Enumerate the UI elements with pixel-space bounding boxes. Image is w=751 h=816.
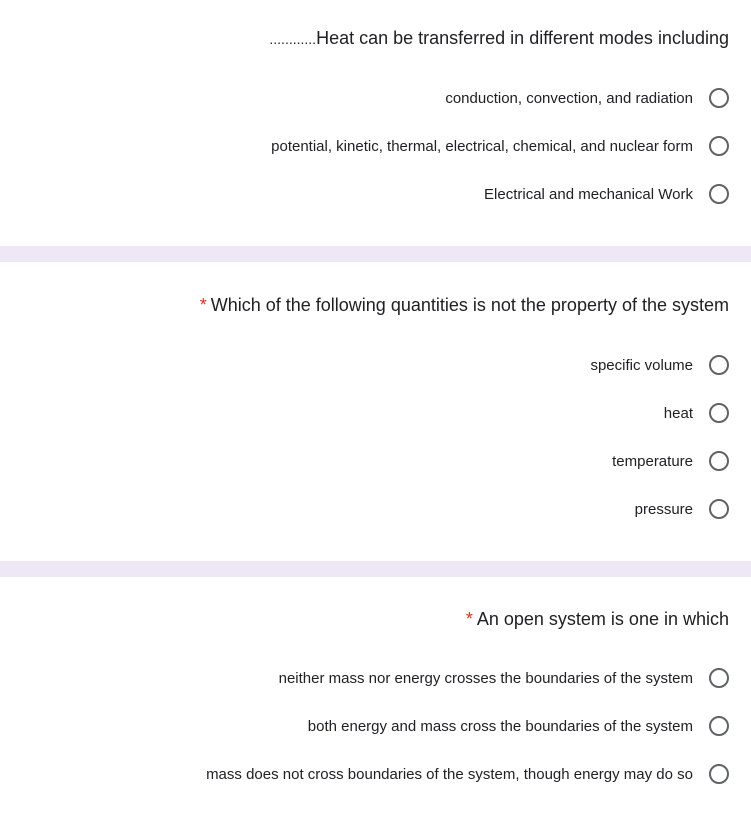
radio-unchecked-icon[interactable]	[709, 88, 729, 108]
option-label: mass does not cross boundaries of the system, though energy may do so	[206, 765, 693, 783]
required-asterisk: *	[199, 295, 207, 315]
question-1-option-3[interactable]	[484, 182, 729, 206]
section-divider-2	[0, 561, 751, 577]
question-2-title	[200, 295, 729, 316]
radio-unchecked-icon[interactable]	[709, 136, 729, 156]
question-1-text: Heat can be transferred in different modes including	[316, 28, 729, 48]
radio-unchecked-icon[interactable]	[709, 184, 729, 204]
option-label: conduction, convection, and radiation	[445, 89, 693, 107]
option-label: neither mass nor energy crosses the boundaries of the system	[278, 669, 693, 687]
required-asterisk: *	[465, 609, 473, 629]
question-1-option-2[interactable]	[271, 134, 729, 158]
question-3-option-2[interactable]	[308, 714, 729, 738]
question-3-text: An open system is one in which	[476, 609, 729, 629]
question-1-title	[269, 28, 729, 49]
option-label: temperature	[612, 452, 693, 470]
question-2-option-1[interactable]	[590, 353, 729, 377]
radio-unchecked-icon[interactable]	[709, 716, 729, 736]
question-2-option-2[interactable]	[664, 401, 729, 425]
question-3-option-1[interactable]	[279, 666, 729, 690]
question-2-text: Which of the following quantities is not the property of the system	[210, 295, 729, 315]
question-3-option-3[interactable]	[206, 762, 729, 786]
radio-unchecked-icon[interactable]	[709, 668, 729, 688]
option-label: both energy and mass cross the boundaries of the system	[307, 717, 693, 735]
radio-unchecked-icon[interactable]	[709, 499, 729, 519]
radio-unchecked-icon[interactable]	[709, 764, 729, 784]
question-3-title	[466, 609, 729, 630]
option-label: potential, kinetic, thermal, electrical, chemical, and nuclear form	[271, 137, 693, 155]
option-label: specific volume	[590, 356, 693, 374]
option-label: heat	[663, 404, 693, 422]
option-label: Electrical and mechanical Work	[484, 185, 693, 203]
radio-unchecked-icon[interactable]	[709, 451, 729, 471]
section-divider-1	[0, 246, 751, 262]
radio-unchecked-icon[interactable]	[709, 403, 729, 423]
question-1-prefix: ............	[269, 31, 317, 47]
question-2-option-3[interactable]	[612, 449, 729, 473]
option-label: pressure	[634, 500, 693, 518]
radio-unchecked-icon[interactable]	[709, 355, 729, 375]
question-1-option-1[interactable]	[445, 86, 729, 110]
question-2-option-4[interactable]	[635, 497, 729, 521]
